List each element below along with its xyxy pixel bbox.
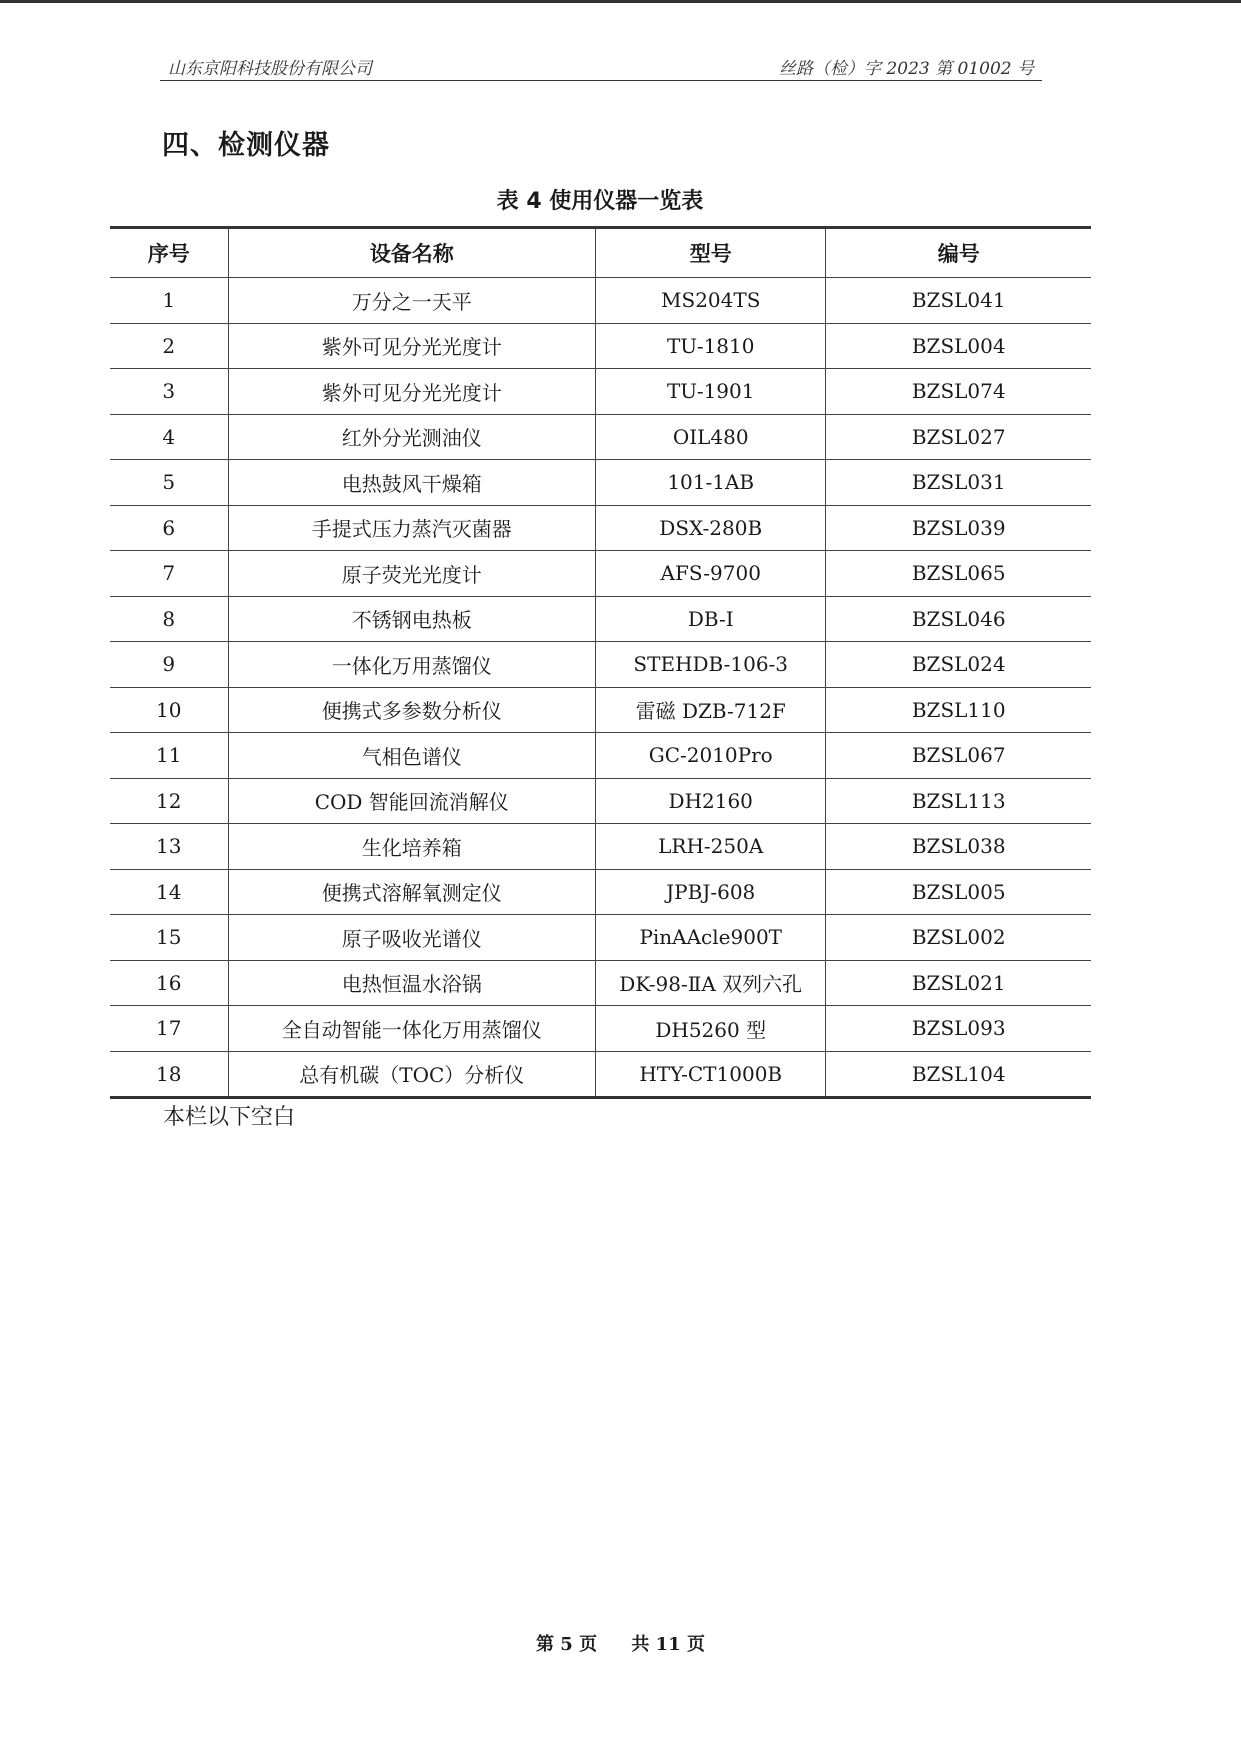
cell-model: LRH-250A: [595, 824, 825, 870]
cell-code: BZSL110: [826, 687, 1091, 733]
table-row: [110, 369, 1091, 415]
cell-index: 13: [110, 824, 228, 870]
cell-model: TU-1810: [595, 323, 825, 369]
cell-model: JPBJ-608: [595, 869, 825, 915]
cell-model: TU-1901: [595, 369, 825, 415]
cell-code: BZSL113: [826, 778, 1091, 824]
blank-below-note: 本栏以下空白: [163, 1105, 296, 1130]
cell-code: BZSL005: [826, 869, 1091, 915]
cell-equipment-name: 紫外可见分光光度计: [228, 369, 595, 415]
cell-index: 16: [110, 960, 228, 1006]
cell-equipment-name: 便携式多参数分析仪: [228, 687, 595, 733]
cell-equipment-name: 原子吸收光谱仪: [228, 915, 595, 961]
table-row: [110, 1051, 1091, 1098]
cell-equipment-name: COD 智能回流消解仪: [228, 778, 595, 824]
table-header-row: [110, 228, 1091, 278]
cell-equipment-name: 万分之一天平: [228, 278, 595, 324]
cell-code: BZSL002: [826, 915, 1091, 961]
cell-model: OIL480: [595, 414, 825, 460]
document-number: 丝路（检）字 2023 第 01002 号: [779, 59, 1034, 79]
cell-equipment-name: 红外分光测油仪: [228, 414, 595, 460]
table-row: [110, 824, 1091, 870]
cell-equipment-name: 总有机碳（TOC）分析仪: [228, 1051, 595, 1098]
cell-index: 9: [110, 642, 228, 688]
cell-equipment-name: 电热恒温水浴锅: [228, 960, 595, 1006]
page-number: 第 5 页: [536, 1634, 598, 1655]
cell-model: DB-I: [595, 596, 825, 642]
cell-equipment-name: 不锈钢电热板: [228, 596, 595, 642]
cell-code: BZSL041: [826, 278, 1091, 324]
cell-model: MS204TS: [595, 278, 825, 324]
cell-code: BZSL093: [826, 1006, 1091, 1052]
cell-code: BZSL104: [826, 1051, 1091, 1098]
instrument-table: [110, 226, 1091, 1099]
cell-model: 101-1AB: [595, 460, 825, 506]
cell-equipment-name: 紫外可见分光光度计: [228, 323, 595, 369]
table-row: [110, 1006, 1091, 1052]
cell-index: 5: [110, 460, 228, 506]
table-caption: 表 4 使用仪器一览表: [496, 189, 704, 214]
table-row: [110, 642, 1091, 688]
cell-equipment-name: 便携式溶解氧测定仪: [228, 869, 595, 915]
cell-model: DSX-280B: [595, 505, 825, 551]
page-footer: [0, 1630, 1241, 1656]
section-title: 四、检测仪器: [162, 130, 330, 161]
table-row: [110, 278, 1091, 324]
cell-model: STEHDB-106-3: [595, 642, 825, 688]
cell-index: 17: [110, 1006, 228, 1052]
company-name: 山东京阳科技股份有限公司: [168, 59, 372, 79]
cell-code: BZSL004: [826, 323, 1091, 369]
cell-index: 1: [110, 278, 228, 324]
table-row: [110, 596, 1091, 642]
cell-index: 12: [110, 778, 228, 824]
table-row: [110, 414, 1091, 460]
page-header: [160, 50, 1042, 81]
column-header-model: 型号: [595, 228, 825, 278]
table-row: [110, 687, 1091, 733]
cell-model: DH5260 型: [595, 1006, 825, 1052]
cell-model: DK-98-ⅡA 双列六孔: [595, 960, 825, 1006]
cell-index: 4: [110, 414, 228, 460]
cell-index: 7: [110, 551, 228, 597]
table-row: [110, 323, 1091, 369]
cell-index: 3: [110, 369, 228, 415]
cell-index: 15: [110, 915, 228, 961]
cell-equipment-name: 原子荧光光度计: [228, 551, 595, 597]
cell-model: PinAAcle900T: [595, 915, 825, 961]
cell-code: BZSL067: [826, 733, 1091, 779]
table-row: [110, 960, 1091, 1006]
cell-model: 雷磁 DZB-712F: [595, 687, 825, 733]
table-body: [110, 278, 1091, 1098]
table-row: [110, 915, 1091, 961]
cell-model: DH2160: [595, 778, 825, 824]
cell-equipment-name: 生化培养箱: [228, 824, 595, 870]
table-row: [110, 551, 1091, 597]
cell-index: 6: [110, 505, 228, 551]
cell-code: BZSL039: [826, 505, 1091, 551]
table-row: [110, 869, 1091, 915]
cell-model: HTY-CT1000B: [595, 1051, 825, 1098]
table-row: [110, 733, 1091, 779]
cell-index: 11: [110, 733, 228, 779]
cell-code: BZSL021: [826, 960, 1091, 1006]
page-total: 共 11 页: [631, 1634, 705, 1655]
cell-equipment-name: 全自动智能一体化万用蒸馏仪: [228, 1006, 595, 1052]
cell-code: BZSL065: [826, 551, 1091, 597]
cell-index: 2: [110, 323, 228, 369]
cell-index: 18: [110, 1051, 228, 1098]
cell-index: 8: [110, 596, 228, 642]
table-row: [110, 460, 1091, 506]
cell-code: BZSL024: [826, 642, 1091, 688]
column-header-code: 编号: [826, 228, 1091, 278]
table-row: [110, 505, 1091, 551]
cell-equipment-name: 手提式压力蒸汽灭菌器: [228, 505, 595, 551]
page-top-edge: [0, 0, 1241, 3]
cell-index: 14: [110, 869, 228, 915]
cell-code: BZSL031: [826, 460, 1091, 506]
cell-model: GC-2010Pro: [595, 733, 825, 779]
table-row: [110, 778, 1091, 824]
cell-model: AFS-9700: [595, 551, 825, 597]
cell-code: BZSL046: [826, 596, 1091, 642]
cell-equipment-name: 电热鼓风干燥箱: [228, 460, 595, 506]
cell-equipment-name: 气相色谱仪: [228, 733, 595, 779]
cell-code: BZSL074: [826, 369, 1091, 415]
cell-code: BZSL027: [826, 414, 1091, 460]
cell-code: BZSL038: [826, 824, 1091, 870]
cell-equipment-name: 一体化万用蒸馏仪: [228, 642, 595, 688]
cell-index: 10: [110, 687, 228, 733]
column-header-name: 设备名称: [228, 228, 595, 278]
column-header-index: 序号: [110, 228, 228, 278]
